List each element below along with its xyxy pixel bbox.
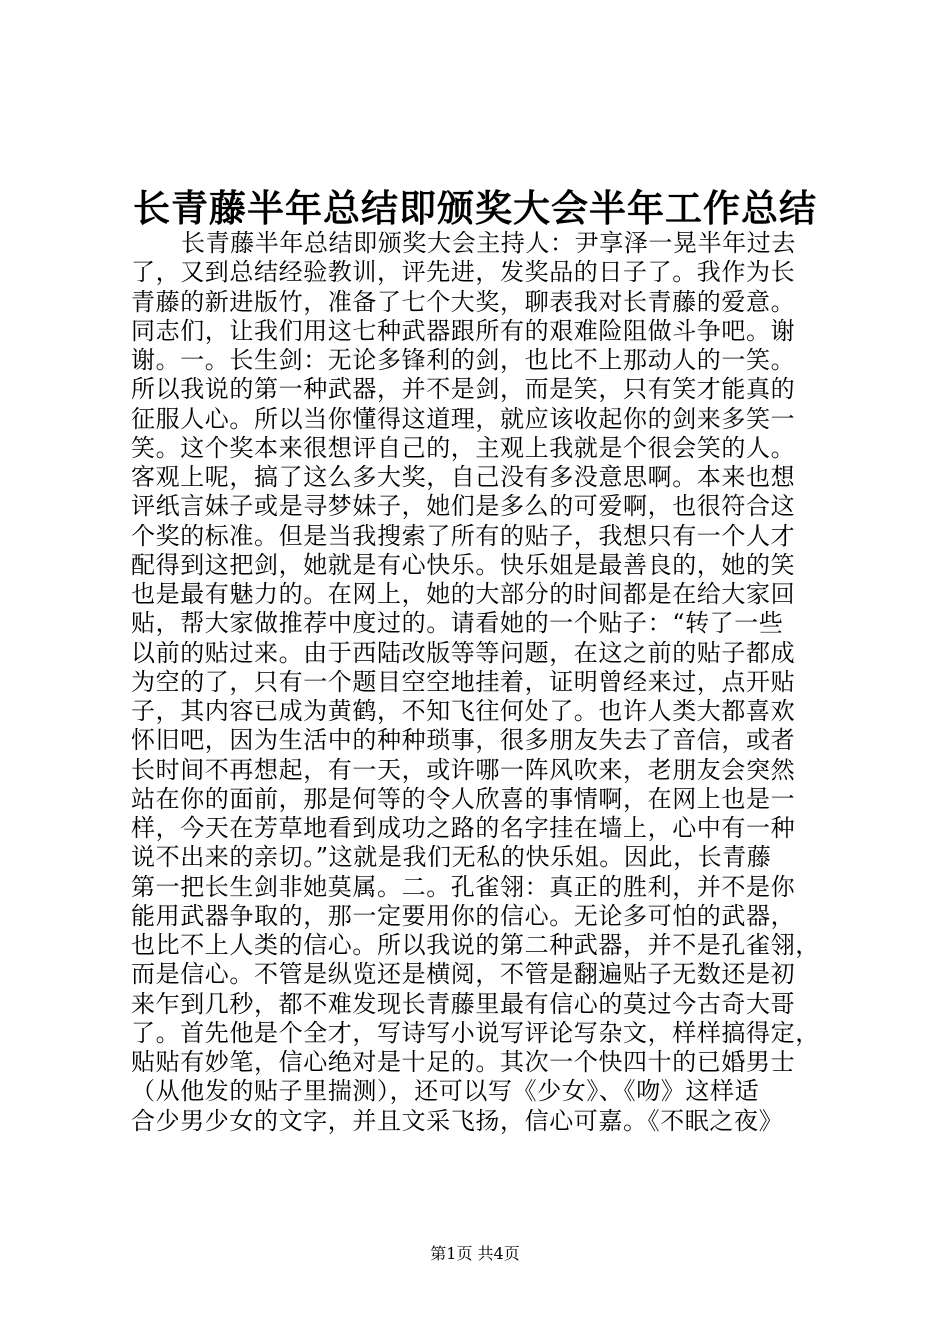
body-line: 样，今天在芳草地看到成功之路的名字挂在墙上，心中有一种 [131,814,796,842]
page-footer: 第1页 共4页 [430,1244,520,1263]
body-line: 来乍到几秒，都不难发现长青藤里最有信心的莫过今古奇大哥 [131,989,796,1018]
body-line: 能用武器争取的，那一定要用你的信心。无论多可怕的武器， [131,901,796,930]
document-title: 长青藤半年总结即颁奖大会半年工作总结 [133,187,817,230]
body-line: （从他发的贴子里揣测），还可以写《少女》、《吻》这样适 [131,1077,760,1106]
body-line: 贴，帮大家做推荐中度过的。请看她的一个贴子：“转了一些 [131,609,784,638]
body-line: 以前的贴过来。由于西陆改版等等问题，在这之前的贴子都成 [131,638,796,667]
body-line: 青藤的新进版竹，准备了七个大奖，聊表我对长青藤的爱意。 [131,287,796,316]
body-line: 客观上呢，搞了这么多大奖，自己没有多没意思啊。本来也想 [131,463,796,491]
body-line: 为空的了，只有一个题目空空地挂着，证明曾经来过，点开贴 [131,667,796,696]
body-line: 怀旧吧，因为生活中的种种琐事，很多朋友失去了音信，或者 [131,726,796,755]
body-line: 合少男少女的文字，并且文采飞扬，信心可嘉。《不眠之夜》 [131,1106,784,1135]
body-line: 贴贴有妙笔，信心绝对是十足的。其次一个快四十的已婚男士 [131,1048,796,1076]
body-line: 说不出来的亲切。”这就是我们无私的快乐姐。因此，长青藤 [131,843,772,872]
body-line: 长青藤半年总结即颁奖大会主持人：尹享泽一晃半年过去 [181,229,796,257]
body-line: 第一把长生剑非她莫属。二。孔雀翎：真正的胜利，并不是你 [131,872,796,901]
body-line: 笑。这个奖本来很想评自己的，主观上我就是个很会笑的人。 [131,433,796,462]
body-line: 个奖的标准。但是当我搜索了所有的贴子，我想只有一个人才 [131,521,796,550]
body-line: 同志们，让我们用这七种武器跟所有的艰难险阻做斗争吧。谢 [131,316,796,345]
body-line: 所以我说的第一种武器，并不是剑，而是笑，只有笑才能真的 [131,375,796,404]
body-line: 而是信心。不管是纵览还是横阅，不管是翻遍贴子无数还是初 [131,960,796,989]
body-line: 配得到这把剑，她就是有心快乐。快乐姐是最善良的，她的笑 [131,550,796,579]
body-line: 也比不上人类的信心。所以我说的第二种武器，并不是孔雀翎， [131,931,820,959]
body-line: 了。首先他是个全才，写诗写小说写评论写杂文，样样搞得定， [131,1018,820,1047]
body-line: 征服人心。所以当你懂得这道理，就应该收起你的剑来多笑一 [131,404,796,433]
body-line: 谢。一。长生剑：无论多锋利的剑，也比不上那动人的一笑。 [131,346,796,374]
body-line: 也是最有魅力的。在网上，她的大部分的时间都是在给大家回 [131,580,796,608]
body-line: 评纸言妹子或是寻梦妹子，她们是多么的可爱啊，也很符合这 [131,492,796,521]
body-line: 站在你的面前，那是何等的令人欣喜的事情啊，在网上也是一 [131,784,796,813]
body-line: 子，其内容已成为黄鹤，不知飞往何处了。也许人类大都喜欢 [131,697,796,725]
body-line: 了，又到总结经验教训，评先进，发奖品的日子了。我作为长 [131,258,796,287]
document-body [131,229,831,1136]
body-line: 长时间不再想起，有一天，或许哪一阵风吹来，老朋友会突然 [131,755,796,784]
